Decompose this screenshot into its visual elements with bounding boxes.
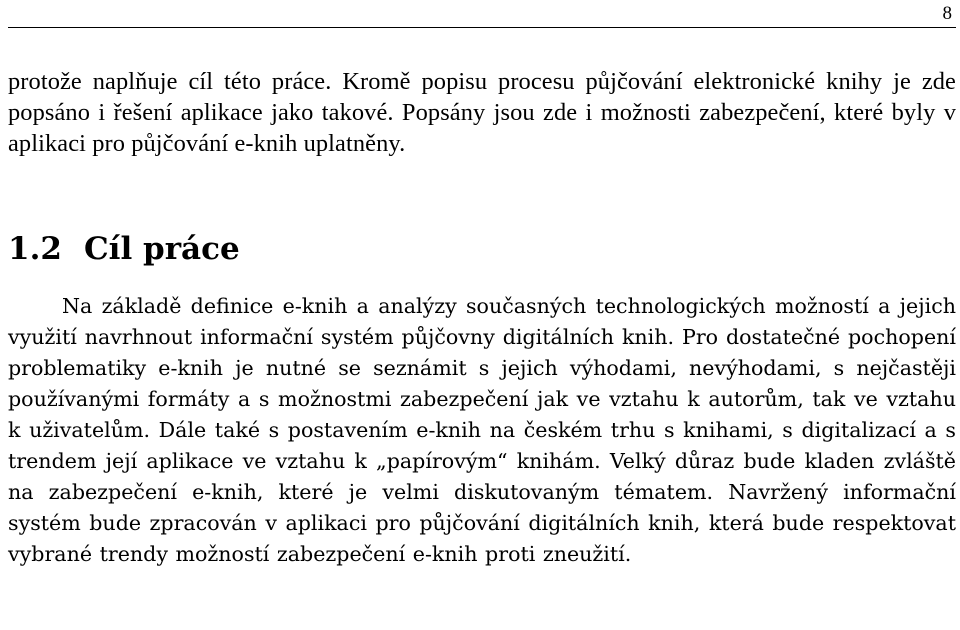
intro-paragraph: protože naplňuje cíl této práce. Kromě popisu procesu půjčování elektronické knihy je zde popsáno i řešení aplikace jako takové. Popsány jsou zde i možnosti zabezpečení, které byly v aplikaci pro půjčování e-knih uplatněny. — [8, 68, 956, 157]
section-number: 1.2 — [8, 231, 62, 267]
section-title: Cíl práce — [84, 231, 240, 267]
header-rule — [8, 27, 956, 28]
section-body-paragraph: Na základě definice e-knih a analýzy současných technologických možností a jejich využití navrhnout informační systém půjčovny digitálních knih. Pro dostatečné pochopení problematiky e-knih je nutné se seznámit s jejich výhodami, nevýhodami, s nejčastěji používanými formáty a s možnostmi zabezpečení jak ve vztahu k autorům, tak ve vztahu k uživatelům. Dále také s postavením e-knih na českém trhu s knihami, s digitalizací a s trendem její aplikace ve vztahu k „papírovým“ knihám. Velký důraz bude kladen zvláště na zabezpečení e-knih, které je velmi diskutovaným tématem. Navržený informační systém bude zpracován v aplikaci pro půjčování digitálních knih, která bude respektovat vybrané trendy možností zabezpečení e-knih proti zneužití. — [8, 294, 956, 566]
page-number: 8 — [942, 3, 952, 24]
section-heading — [8, 226, 240, 272]
